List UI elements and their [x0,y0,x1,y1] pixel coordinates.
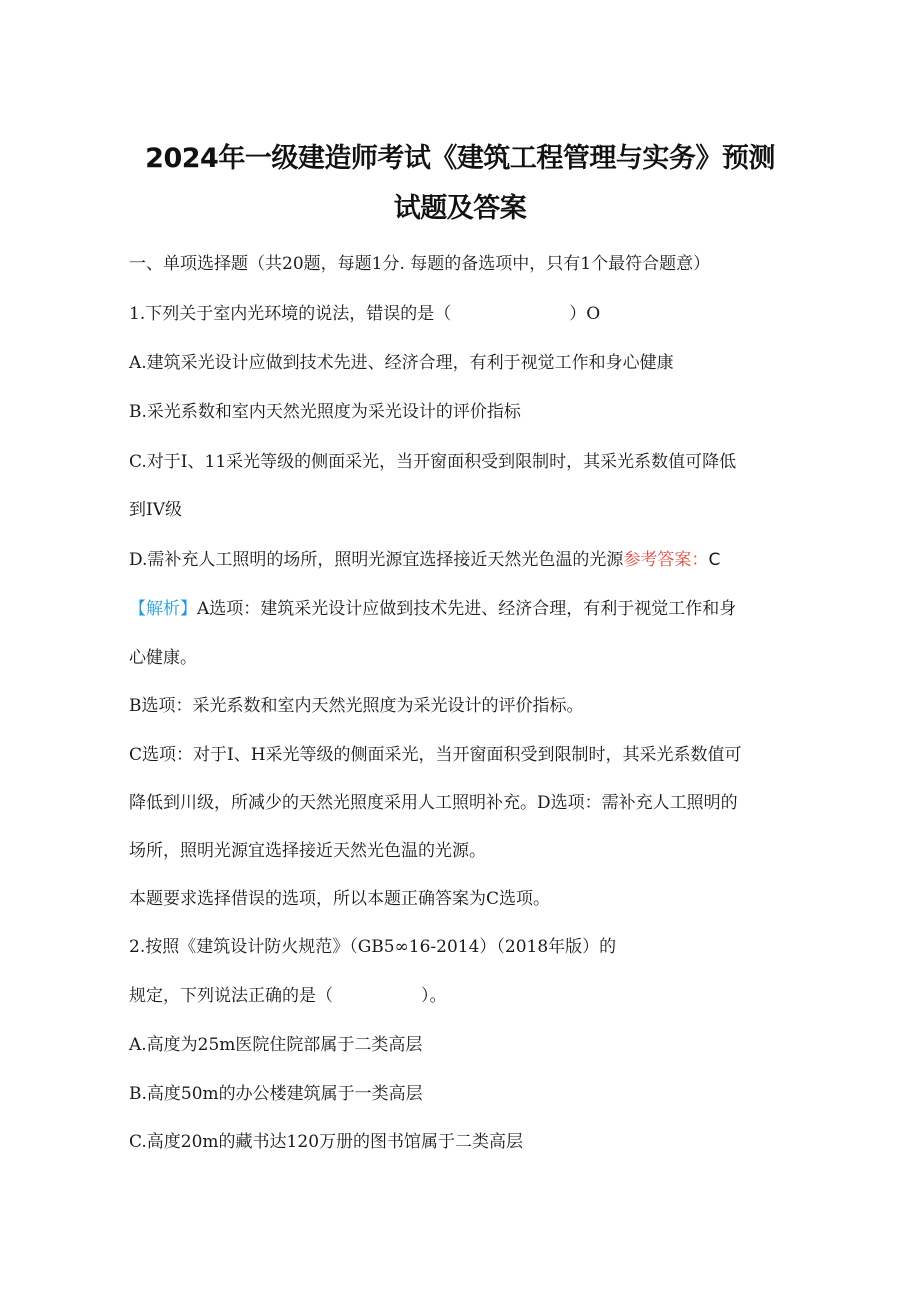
question-1-analysis-line-5: 降低到川级，所减少的天然光照度采用人工照明补充。D选项：需补充人工照明的 [129,793,738,813]
question-1-analysis-line-1 [129,597,736,621]
analysis-text: A选项：建筑采光设计应做到技术先进、经济合理，有利于视觉工作和身 [197,599,737,619]
question-2-option-a: A.高度为25m医院住院部属于二类高层 [129,1035,423,1055]
question-1-option-c-line-2: 到IV级 [129,500,182,520]
question-1-analysis-line-3: B选项：采光系数和室内天然光照度为采光设计的评价指标。 [129,696,584,716]
section-heading: 一、单项选择题（共20题，每题1分. 每题的备选项中，只有1个最符合题意） [129,254,711,274]
question-2-stem-end: ）。 [421,986,447,1006]
question-1-analysis-line-6: 场所，照明光源宜选择接近天然光色温的光源。 [129,841,486,861]
question-1-option-b: B.采光系数和室内天然光照度为采光设计的评价指标 [129,402,521,422]
analysis-label: 【解析】 [129,599,197,619]
question-2-stem-line-1: 2.按照《建筑设计防火规范》（GB5∞16-2014）（2018年版）的 [129,937,617,957]
answer-value: C [708,550,721,570]
document-title-line-2: 试题及答案 [393,193,527,224]
question-1-option-a: A.建筑采光设计应做到技术先进、经济合理，有利于视觉工作和身心健康 [129,353,674,373]
question-1-conclusion: 本题要求选择借误的选项，所以本题正确答案为C选项。 [129,889,551,909]
question-1-stem-end: ）O [569,304,601,324]
question-1-analysis-line-2: 心健康。 [129,648,197,668]
question-1-option-c-line-1: C.对于I、11采光等级的侧面采光，当开窗面积受到限制时，其采光系数值可降低 [129,452,737,472]
question-2-option-c: C.高度20m的藏书达120万册的图书馆属于二类高层 [129,1132,524,1152]
question-1-stem-text: 1.下列关于室内光环境的说法，错误的是（ [129,304,452,324]
question-2-option-b: B.高度50m的办公楼建筑属于一类高层 [129,1084,423,1104]
question-1-option-d-text: D.需补充人工照明的场所，照明光源宜选择接近天然光色温的光源 [129,550,624,570]
document-title-line-1: 2024年一级建造师考试《建筑工程管理与实务》预测 [145,143,775,174]
question-2-stem-text: 规定，下列说法正确的是（ [129,986,333,1006]
answer-label: 参考答案： [623,550,709,570]
question-2-stem-line-2 [129,984,447,1008]
question-1-option-d [129,548,720,572]
question-1-analysis-line-4: C选项：对于I、H采光等级的侧面采光，当开窗面积受到限制时，其采光系数值可 [129,745,742,765]
question-1-stem [129,302,600,326]
